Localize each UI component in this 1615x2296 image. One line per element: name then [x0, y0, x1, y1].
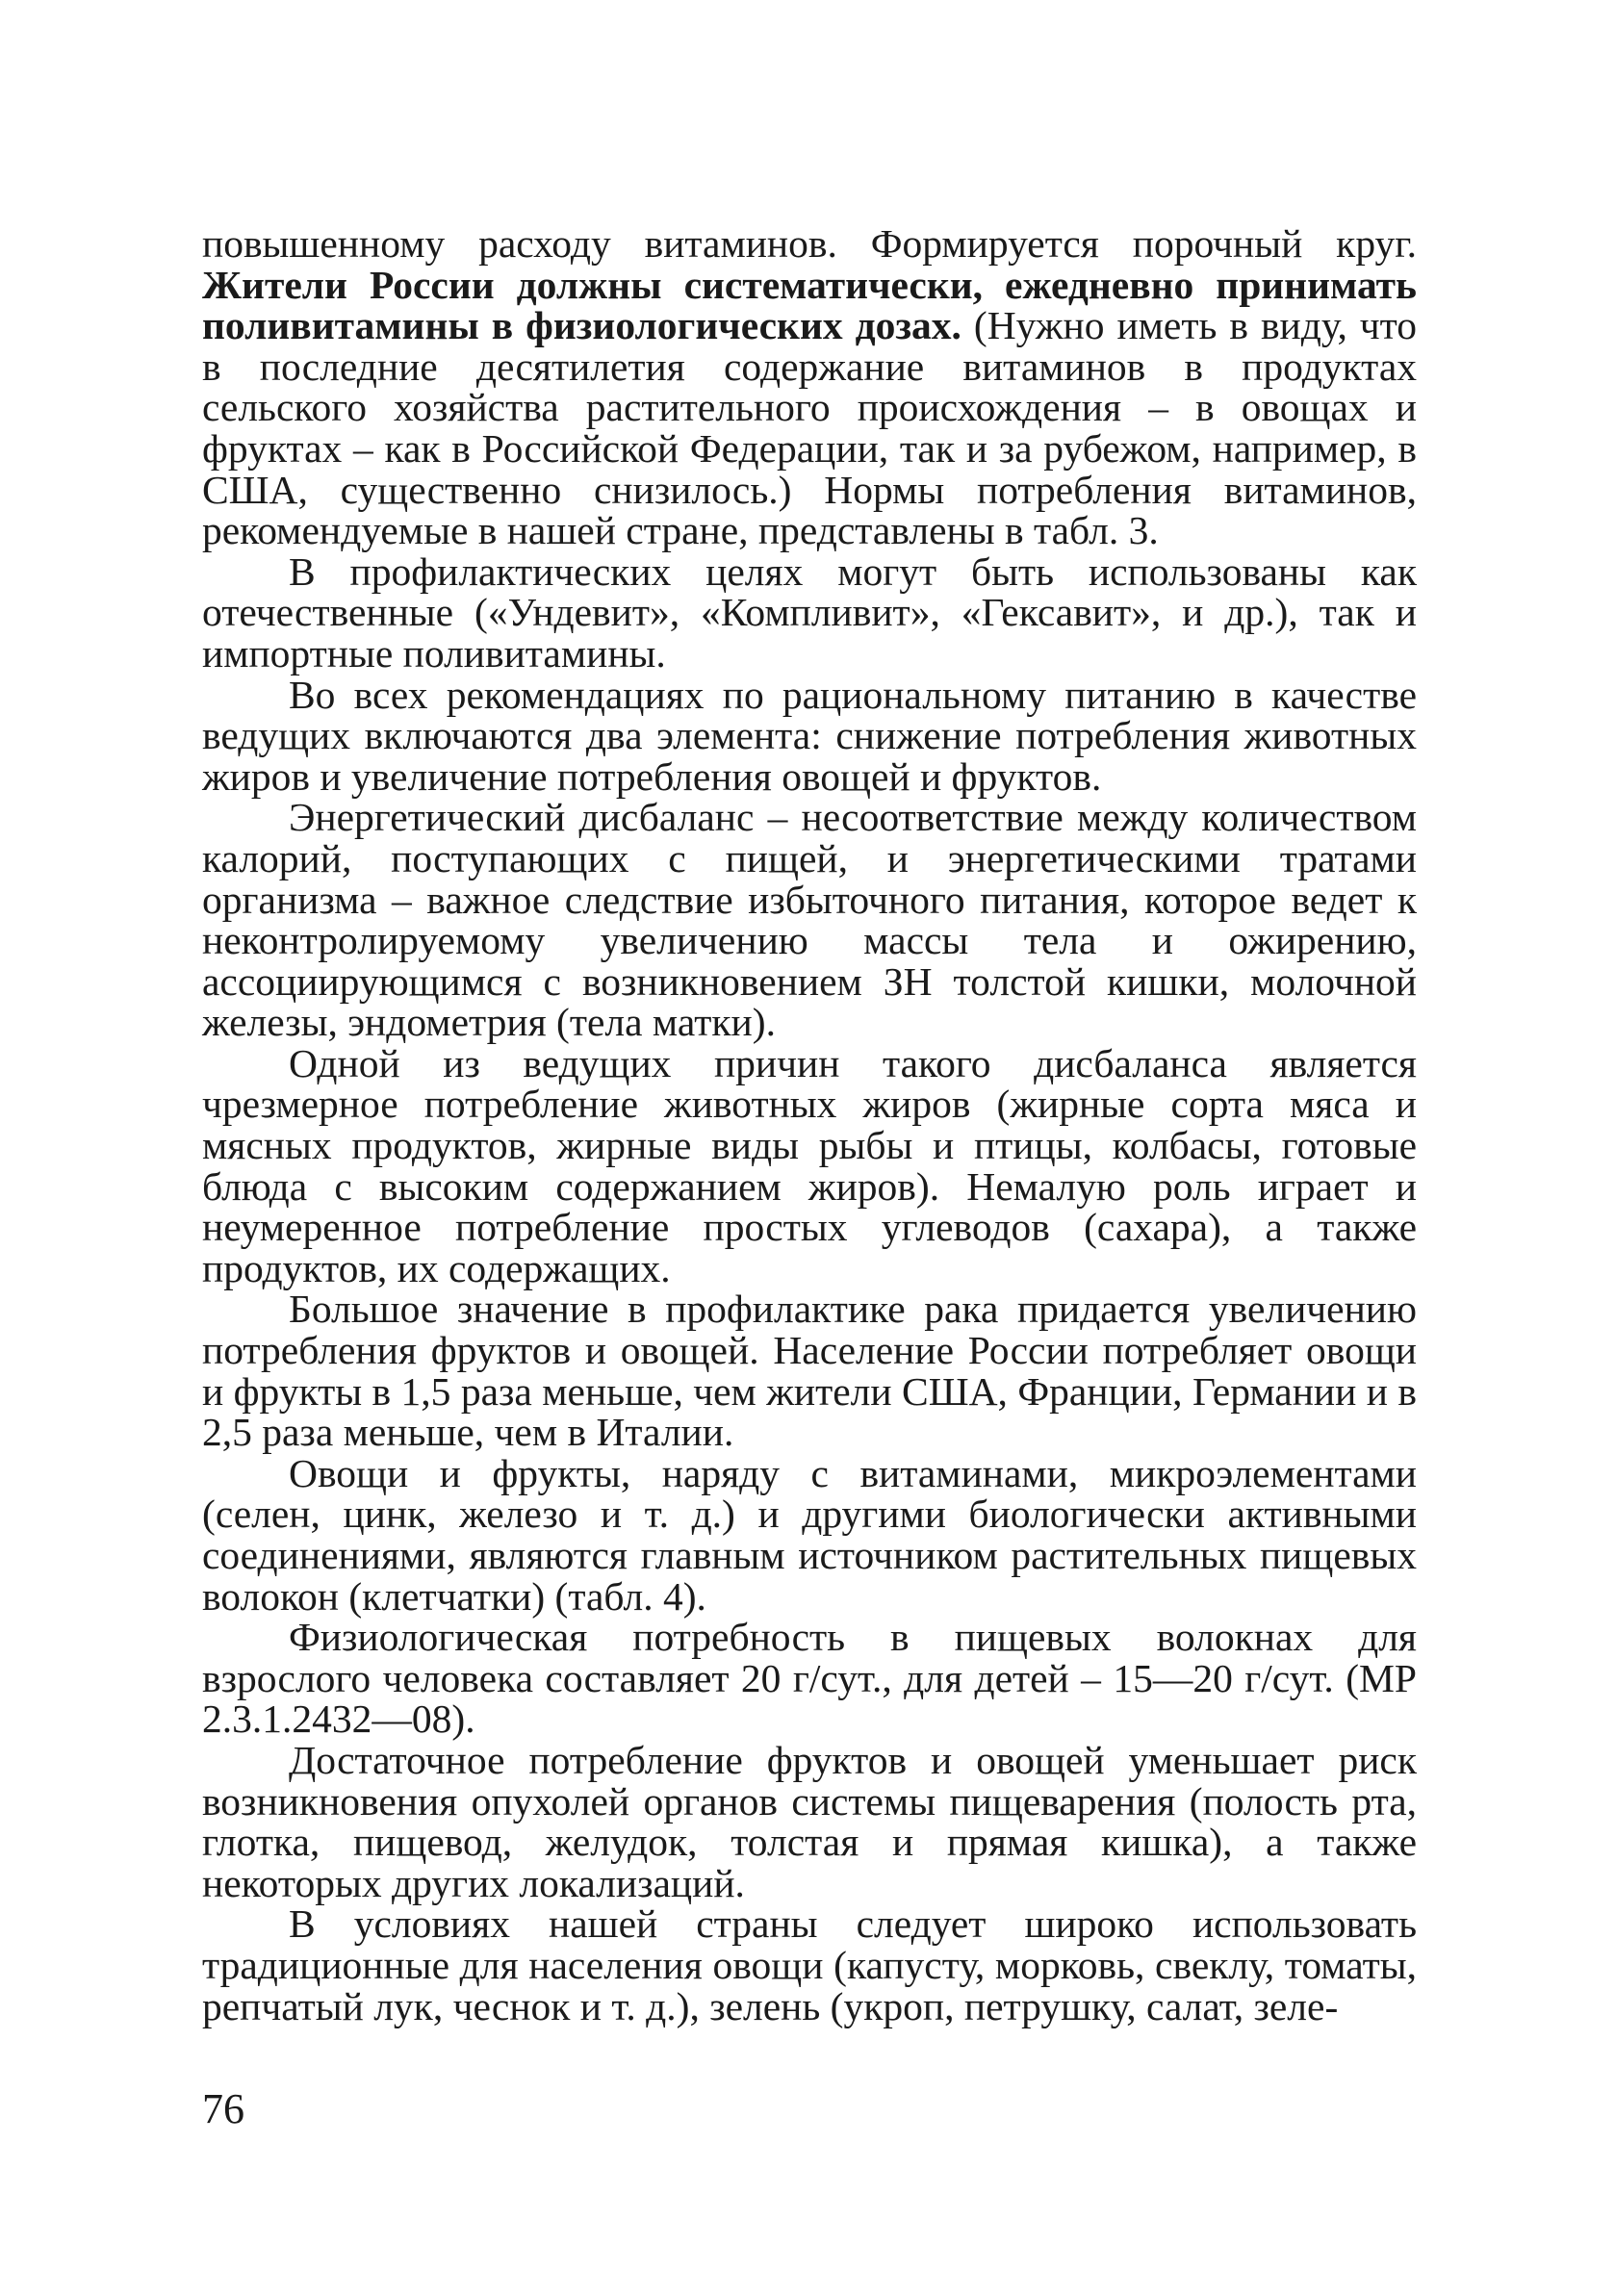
page-body — [202, 223, 1417, 2027]
paragraph-6: Большое значение в профилактике рака придается увеличению потребления фруктов и овощей. Население России потребляет овощи и фрукты в 1,5 раза меньше, чем жители США, Франции, Германии и в 2,5 раза меньше, чем в Италии. — [202, 1287, 1417, 1455]
paragraph-1-lead: повышенному расходу витаминов. Формируется порочный круг. — [202, 221, 1417, 266]
paragraph-2: В профилактических целях могут быть использованы как отечественные («Ундевит», «Компливит», «Гексавит», и др.), так и импортные поливитамины. — [202, 548, 1417, 676]
paragraph-7: Овощи и фрукты, наряду с витаминами, микроэлементами (селен, цинк, железо и т. д.) и другими биологически активными соединениями, являются главным источником растительных пищевых волокон (клетчатки) (табл. 4). — [202, 1450, 1417, 1619]
paragraph-4: Энергетический дисбаланс – несоответствие между количеством калорий, поступающих с пищей, и энергетическими тратами организма – важное следствие избыточного питания, которое ведет к неконтролируемому увеличению массы тела и ожирению, ассоциирующимся с возникновением ЗН толстой кишки, молочной железы, эндометрия (тела матки). — [202, 795, 1417, 1045]
paragraph-8: Физиологическая потребность в пищевых волокнах для взрослого человека составляет 20 г/сут., для детей – 15—20 г/сут. (МР 2.3.1.2432—08). — [202, 1615, 1417, 1742]
paragraph-10: В условиях нашей страны следует широко использовать традиционные для населения овощи (капусту, морковь, свеклу, томаты, репчатый лук, чеснок и т. д.), зелень (укроп, петрушку, салат, зеле- — [202, 1901, 1417, 2028]
paragraph-9: Достаточное потребление фруктов и овощей уменьшает риск возникновения опухолей органов системы пищеварения (полость рта, глотка, пищевод, желудок, толстая и прямая кишка), а также некоторых других локализаций. — [202, 1737, 1417, 1905]
paragraph-5: Одной из ведущих причин такого дисбаланса является чрезмерное потребление животных жиров (жирные сорта мяса и мясных продуктов, жирные виды рыбы и птицы, колбасы, готовые блюда с высоким содержанием жиров). Немалую роль играет и неумеренное потребление простых углеводов (сахара), а также продуктов, их содержащих. — [202, 1040, 1417, 1290]
paragraph-1 — [202, 223, 1417, 551]
paragraph-3: Во всех рекомендациях по рациональному питанию в качестве ведущих включаются два элемента: снижение потребления животных жиров и увеличение потребления овощей и фруктов. — [202, 672, 1417, 799]
page-number: 76 — [202, 2085, 244, 2132]
paragraph-1-bold-statement: Жители России должны систематически, ежедневно принимать поливитамины в физиологических дозах. — [202, 262, 1417, 348]
paragraph-1-tail: (Нужно иметь в виду, что в последние десятилетия содержание витаминов в продуктах сельского хозяйства растительного происхождения – в овощах и фруктах – как в Российской Федерации, так и за рубежом, например, в США, существенно снизилось.) Нормы потребления витаминов, рекомендуемые в нашей стране, представлены в табл. 3. — [202, 303, 1418, 553]
